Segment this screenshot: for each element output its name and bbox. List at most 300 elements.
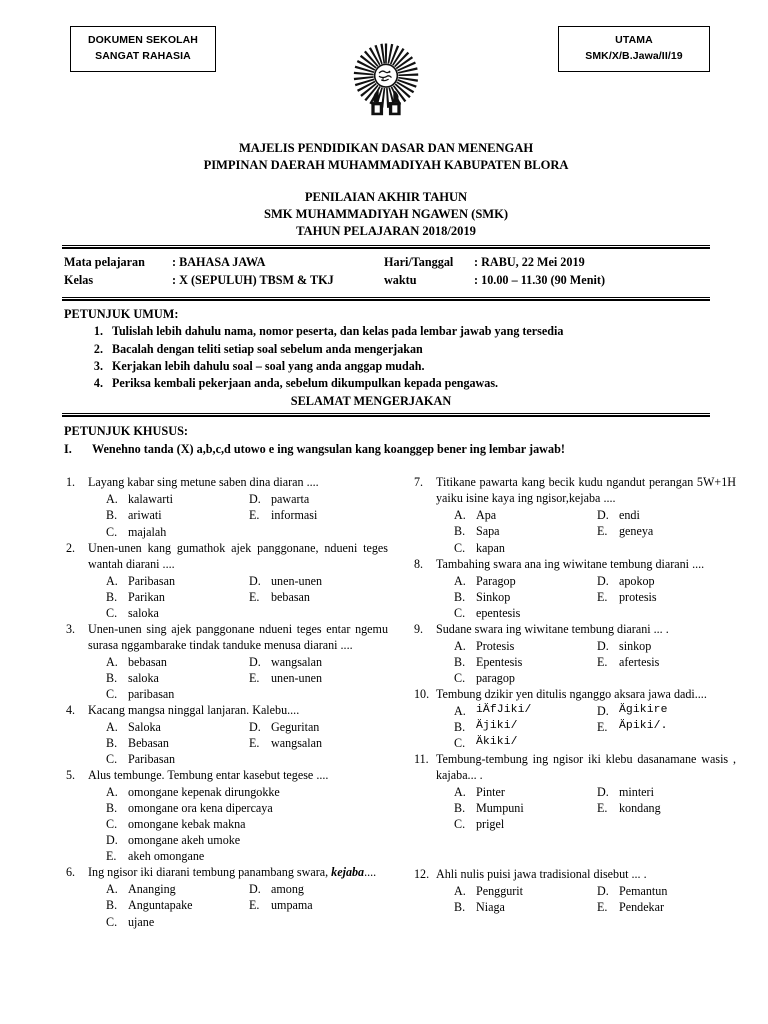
question-number: 9. — [414, 621, 424, 636]
option-value: Paragop — [476, 573, 516, 588]
option-label: B. — [106, 801, 118, 816]
question-item — [410, 752, 736, 832]
option-label: A. — [454, 703, 466, 718]
special-instructions-number: I. — [64, 442, 72, 457]
question-number: 3. — [66, 621, 76, 636]
question-text: Tembung dzikir yen ditulis nganggo aksara jawa dadi.... — [436, 686, 707, 701]
option-choice[interactable] — [454, 638, 593, 654]
option-label: A. — [106, 492, 118, 507]
question-item — [410, 557, 736, 621]
option-label: A. — [106, 882, 118, 897]
question-options — [88, 654, 388, 702]
option-label: D. — [597, 638, 609, 653]
option-choice[interactable] — [454, 573, 593, 589]
option-value — [619, 735, 736, 751]
option-choice[interactable] — [597, 573, 736, 589]
question-text — [88, 865, 388, 881]
option-choice[interactable] — [106, 573, 245, 589]
option-label: C. — [106, 524, 118, 539]
question-item — [62, 622, 388, 702]
question-options — [88, 491, 388, 539]
option-value: endi — [619, 508, 640, 523]
option-label — [249, 686, 271, 702]
general-instruction-item: 1. Tulislah lebih dahulu nama, nomor peserta, dan kelas pada lembar jawab yang tersedia — [106, 323, 710, 340]
option-choice[interactable] — [106, 719, 245, 735]
option-choice[interactable] — [597, 703, 736, 719]
option-empty — [249, 914, 388, 930]
option-value: wangsalan — [271, 654, 323, 669]
option-value: iÄfJiki/ — [476, 703, 532, 716]
question-body — [88, 865, 388, 929]
option-label: E. — [249, 670, 260, 685]
option-value: Parikan — [128, 589, 165, 604]
question-options — [436, 703, 736, 751]
option-value: umpama — [271, 898, 313, 913]
question-text: Sudane swara ing wiwitane tembung diarani ... . — [436, 621, 669, 636]
option-choice[interactable] — [454, 507, 593, 523]
option-value: minteri — [619, 785, 654, 800]
question-options — [436, 883, 736, 915]
time-value: : 10.00 – 11.30 (90 Menit) — [474, 272, 605, 287]
option-label: C. — [454, 817, 466, 832]
option-value: Mumpuni — [476, 801, 524, 816]
question-text: Layang kabar sing metune saben dina diaran .... — [88, 475, 319, 490]
subject-label: Mata pelajaran — [64, 255, 145, 270]
question-options — [88, 784, 388, 864]
option-value: akeh omongane — [128, 849, 205, 864]
option-label: C. — [454, 605, 466, 620]
good-luck-text: SELAMAT MENGERJAKAN — [290, 393, 452, 408]
question-item — [410, 622, 736, 686]
option-choice[interactable] — [106, 735, 245, 751]
option-label: B. — [106, 670, 118, 685]
question-text: Unen-unen kang gumathok ajek panggonane, ndueni teges wantah diarani .... — [88, 540, 388, 571]
option-value: Pemantun — [619, 884, 668, 899]
option-label — [597, 816, 619, 832]
option-choice[interactable] — [454, 784, 593, 800]
option-empty — [249, 751, 388, 767]
organisation-heading — [62, 140, 710, 173]
option-label: B. — [106, 898, 118, 913]
option-empty — [597, 670, 736, 686]
question-body — [88, 703, 388, 767]
option-value — [619, 605, 736, 621]
option-value: Apa — [476, 508, 497, 523]
option-value: Niaga — [476, 900, 505, 915]
option-choice[interactable] — [597, 523, 736, 539]
question-options — [436, 507, 736, 555]
option-value: Saloka — [128, 719, 161, 734]
option-choice[interactable] — [454, 719, 593, 735]
option-label: D. — [249, 719, 261, 734]
exam-info-table — [62, 249, 710, 292]
option-choice[interactable] — [454, 735, 593, 751]
option-empty — [249, 524, 388, 540]
option-choice[interactable] — [454, 883, 593, 899]
option-value: bebasan — [271, 589, 310, 604]
option-value: prigel — [476, 817, 505, 832]
option-choice[interactable] — [454, 654, 593, 670]
option-value: Äpiki/. — [619, 720, 668, 732]
option-value: geneya — [619, 524, 654, 539]
option-value — [271, 686, 388, 702]
option-value: ariwati — [128, 508, 162, 523]
question-body — [88, 475, 388, 539]
option-choice[interactable] — [454, 703, 593, 719]
option-value: Anguntapake — [128, 898, 193, 913]
question-body — [436, 867, 736, 915]
question-text-emphasis: kejaba — [331, 865, 365, 880]
option-choice[interactable] — [597, 507, 736, 523]
org-line-1: MAJELIS PENDIDIKAN DASAR DAN MENENGAH — [238, 141, 534, 155]
option-value: Paribasan — [128, 752, 176, 767]
option-label: E. — [249, 898, 260, 913]
exam-line-2: SMK MUHAMMADIYAH NGAWEN (SMK) — [264, 207, 508, 222]
option-empty — [597, 605, 736, 621]
option-value: omongane kepenak dirungokke — [128, 785, 280, 800]
question-text: Ahli nulis puisi jawa tradisional disebut ... . — [436, 867, 647, 882]
option-choice[interactable] — [106, 751, 245, 767]
option-value: apokop — [619, 573, 655, 588]
option-value — [619, 670, 736, 686]
option-label: D. — [249, 492, 261, 507]
option-choice[interactable] — [106, 654, 245, 670]
option-value: Ananging — [128, 882, 176, 897]
exam-code-line-1: UTAMA — [615, 34, 653, 46]
option-label: D. — [597, 573, 609, 588]
option-choice[interactable] — [249, 881, 388, 897]
general-instructions-list — [62, 323, 710, 393]
question-number: 12. — [414, 867, 430, 882]
question-body — [88, 622, 388, 702]
option-value: Paribasan — [128, 573, 176, 588]
option-label: A. — [454, 573, 466, 588]
option-label: D. — [249, 573, 261, 588]
question-text-pre: Ing ngisor iki diarani tembung panambang swara, — [88, 865, 332, 880]
option-label: D. — [106, 833, 118, 848]
option-choice[interactable] — [106, 832, 388, 848]
option-value: Sinkop — [476, 589, 511, 604]
option-value: saloka — [128, 670, 159, 685]
option-empty — [597, 540, 736, 556]
option-value: protesis — [619, 589, 657, 604]
general-instruction-item: 4. Periksa kembali pekerjaan anda, sebelum dikumpulkan kepada pengawas. — [106, 375, 710, 392]
option-value: Ägikire — [619, 703, 668, 716]
option-choice[interactable] — [597, 784, 736, 800]
question-text-post: .... — [364, 865, 377, 880]
option-label: C. — [454, 670, 466, 685]
option-value — [271, 914, 388, 930]
option-label — [249, 914, 271, 930]
option-choice[interactable] — [597, 589, 736, 605]
option-label: E. — [597, 720, 608, 734]
option-value: omongane kebak makna — [128, 817, 246, 832]
option-label: C. — [106, 817, 118, 832]
option-label: A. — [454, 638, 466, 653]
option-label: A. — [106, 573, 118, 588]
confidentiality-line-1: DOKUMEN SEKOLAH — [87, 34, 198, 46]
option-choice[interactable] — [106, 507, 245, 523]
org-line-2: PIMPINAN DAERAH MUHAMMADIYAH KABUPATEN BLORA — [203, 157, 569, 172]
option-choice[interactable] — [454, 589, 593, 605]
option-label: B. — [454, 720, 466, 734]
option-choice[interactable] — [106, 897, 245, 913]
question-text: Kacang mangsa ninggal lanjaran. Kalebu.... — [88, 702, 300, 717]
question-number: 1. — [66, 475, 76, 490]
question-options — [88, 573, 388, 621]
option-label: E. — [249, 735, 260, 750]
option-choice[interactable] — [454, 670, 593, 686]
option-label: E. — [597, 654, 608, 669]
question-options — [436, 573, 736, 621]
question-body — [88, 541, 388, 621]
option-value: Protesis — [476, 638, 515, 653]
option-label: E. — [597, 900, 608, 915]
class-value: : X (SEPULUH) TBSM & TKJ — [172, 272, 334, 287]
question-number: 2. — [66, 540, 76, 555]
option-choice[interactable] — [597, 899, 736, 915]
question-item — [62, 703, 388, 767]
option-value: among — [271, 882, 304, 897]
option-value: epentesis — [476, 605, 521, 620]
option-choice[interactable] — [454, 899, 593, 915]
question-options — [436, 784, 736, 832]
option-label — [249, 524, 271, 540]
option-value — [271, 751, 388, 767]
option-value: saloka — [128, 605, 159, 620]
question-number: 5. — [66, 768, 76, 783]
option-label: B. — [106, 508, 118, 523]
option-value — [619, 816, 736, 832]
option-choice[interactable] — [106, 670, 245, 686]
general-instructions-title: PETUNJUK UMUM: — [64, 307, 179, 322]
option-value: afertesis — [619, 654, 660, 669]
question-text: Unen-unen sing ajek panggonane ndueni teges entar ngemu surasa nggambarake tindak tanduke menusa diarani .... — [88, 621, 388, 652]
option-value: wangsalan — [271, 735, 323, 750]
option-label: E. — [249, 589, 260, 604]
option-value: omongane akeh umoke — [128, 833, 241, 848]
option-choice[interactable] — [249, 491, 388, 507]
option-choice[interactable] — [106, 848, 388, 864]
question-item — [62, 768, 388, 864]
option-choice[interactable] — [106, 605, 245, 621]
option-choice[interactable] — [106, 816, 388, 832]
class-label: Kelas — [64, 272, 94, 287]
option-choice[interactable] — [597, 800, 736, 816]
option-label: D. — [597, 703, 609, 718]
option-label: E. — [597, 524, 608, 539]
option-label: B. — [454, 654, 466, 669]
option-choice[interactable] — [454, 523, 593, 539]
option-value: paribasan — [128, 686, 175, 701]
option-choice[interactable] — [249, 573, 388, 589]
option-choice[interactable] — [597, 638, 736, 654]
option-value: paragop — [476, 670, 515, 685]
option-value: Bebasan — [128, 735, 169, 750]
day-label: Hari/Tanggal — [384, 255, 454, 270]
question-number: 6. — [66, 865, 76, 880]
option-label: A. — [106, 785, 118, 800]
option-value: omongane ora kena dipercaya — [128, 801, 273, 816]
option-choice[interactable] — [106, 784, 388, 800]
question-number: 7. — [414, 475, 424, 490]
option-label: B. — [106, 589, 118, 604]
question-body — [436, 622, 736, 686]
option-label: A. — [454, 785, 466, 800]
question-item — [62, 541, 388, 621]
special-instructions-title: PETUNJUK KHUSUS: — [64, 424, 189, 439]
option-value: sinkop — [619, 638, 652, 653]
option-value: bebasan — [128, 654, 167, 669]
option-label: A. — [454, 884, 466, 899]
option-value: Pendekar — [619, 900, 664, 915]
option-value: Äkiki/ — [476, 736, 518, 749]
option-choice[interactable] — [106, 686, 245, 702]
option-label: A. — [106, 719, 118, 734]
confidentiality-line-2: SANGAT RAHASIA — [95, 50, 191, 63]
option-label — [597, 735, 619, 751]
question-text: Tambahing swara ana ing wiwitane tembung diarani .... — [436, 556, 705, 571]
option-value: Penggurit — [476, 884, 524, 899]
option-empty — [249, 605, 388, 621]
option-label: C. — [454, 540, 466, 555]
option-value: kapan — [476, 540, 505, 555]
question-body — [436, 475, 736, 555]
option-value — [271, 605, 388, 621]
question-text: Titikane pawarta kang becik kudu ngandut perangan 5W+1H yaiku isine kaya ing ngisor,kejaba .... — [436, 475, 736, 506]
option-value: kondang — [619, 801, 661, 816]
option-label: D. — [597, 884, 609, 899]
option-value: Pinter — [476, 785, 505, 800]
option-label: D. — [597, 785, 609, 800]
option-choice[interactable] — [249, 719, 388, 735]
question-body — [436, 557, 736, 621]
option-value — [619, 540, 736, 556]
question-text: Tembung-tembung ing ngisor iki klebu dasanamane wasis , kajaba... . — [436, 752, 736, 783]
option-choice[interactable] — [454, 800, 593, 816]
exam-code-line-2: SMK/X/B.Jawa/II/19 — [585, 50, 683, 63]
question-number: 8. — [414, 556, 424, 571]
option-value: informasi — [271, 508, 318, 523]
option-choice[interactable] — [597, 654, 736, 670]
option-label — [597, 605, 619, 621]
option-choice[interactable] — [106, 881, 245, 897]
option-choice[interactable] — [249, 589, 388, 605]
option-value: Geguritan — [271, 719, 320, 734]
exam-line-1: PENILAIAN AKHIR TAHUN — [304, 190, 468, 205]
questions-area — [62, 475, 736, 930]
divider-after-instructions — [62, 413, 710, 418]
option-label: D. — [249, 654, 261, 669]
option-label: E. — [249, 508, 260, 523]
questions-column-right — [410, 475, 736, 930]
option-label — [249, 605, 271, 621]
option-choice[interactable] — [106, 491, 245, 507]
option-label: B. — [106, 735, 118, 750]
option-choice[interactable] — [249, 654, 388, 670]
option-choice[interactable] — [454, 540, 593, 556]
option-label: E. — [597, 589, 608, 604]
option-choice[interactable] — [106, 524, 245, 540]
option-value: unen-unen — [271, 573, 323, 588]
time-label: waktu — [384, 272, 417, 287]
special-instructions-item — [62, 442, 710, 457]
option-value: pawarta — [271, 492, 310, 507]
question-item — [62, 865, 388, 929]
question-number: 10. — [414, 686, 430, 701]
exam-line-3: TAHUN PELAJARAN 2018/2019 — [296, 223, 476, 238]
general-instruction-item: 3. Kerjakan lebih dahulu soal – soal yang anda anggap mudah. — [106, 358, 710, 375]
option-choice[interactable] — [454, 605, 593, 621]
option-label: E. — [597, 801, 608, 816]
exam-code-box — [558, 26, 710, 72]
option-choice[interactable] — [454, 816, 593, 832]
option-label: A. — [454, 508, 466, 523]
option-label — [249, 751, 271, 767]
question-item — [410, 475, 736, 555]
option-choice[interactable] — [597, 719, 736, 735]
option-label: C. — [106, 605, 118, 620]
option-label: C. — [106, 686, 118, 701]
question-number: 4. — [66, 702, 76, 717]
question-item — [62, 475, 388, 539]
question-text: Alus tembunge. Tembung entar kasebut tegese .... — [88, 768, 329, 783]
option-label — [597, 670, 619, 686]
option-choice[interactable] — [249, 507, 388, 523]
option-value: majalah — [128, 524, 167, 539]
option-value: Äjiki/ — [476, 720, 518, 732]
questions-column-left — [62, 475, 388, 930]
question-body — [436, 687, 736, 751]
option-choice[interactable] — [106, 589, 245, 605]
option-label: B. — [454, 589, 466, 604]
option-label — [597, 540, 619, 556]
option-value: ujane — [128, 914, 155, 929]
option-label: B. — [454, 524, 466, 539]
document-topbar — [62, 20, 710, 140]
option-choice[interactable] — [249, 670, 388, 686]
option-value: Epentesis — [476, 654, 523, 669]
question-number: 11. — [414, 752, 429, 767]
question-item — [410, 687, 736, 751]
option-label: D. — [249, 882, 261, 897]
option-empty — [249, 686, 388, 702]
question-body — [88, 768, 388, 864]
option-label: C. — [454, 736, 466, 751]
question-options — [436, 638, 736, 686]
option-label: A. — [106, 654, 118, 669]
option-label: C. — [106, 752, 118, 767]
option-label: B. — [454, 801, 466, 816]
exam-heading — [62, 189, 710, 239]
question-options — [88, 881, 388, 929]
question-spacer — [410, 833, 736, 867]
question-options — [88, 719, 388, 767]
muhammadiyah-sun-logo — [349, 42, 423, 124]
option-choice[interactable] — [106, 800, 388, 816]
option-label: E. — [106, 849, 117, 864]
option-choice[interactable] — [249, 735, 388, 751]
option-choice[interactable] — [106, 914, 245, 930]
option-value: kalawarti — [128, 492, 173, 507]
option-label: D. — [597, 508, 609, 523]
general-instruction-item: 2. Bacalah dengan teliti setiap soal sebelum anda mengerjakan — [106, 341, 710, 358]
option-value: Sapa — [476, 524, 500, 539]
special-instructions-text: Wenehno tanda (X) a,b,c,d utowo e ing wangsulan kang koanggep bener ing lembar jawab! — [92, 442, 565, 457]
option-choice[interactable] — [249, 897, 388, 913]
question-body — [436, 752, 736, 832]
option-choice[interactable] — [597, 883, 736, 899]
